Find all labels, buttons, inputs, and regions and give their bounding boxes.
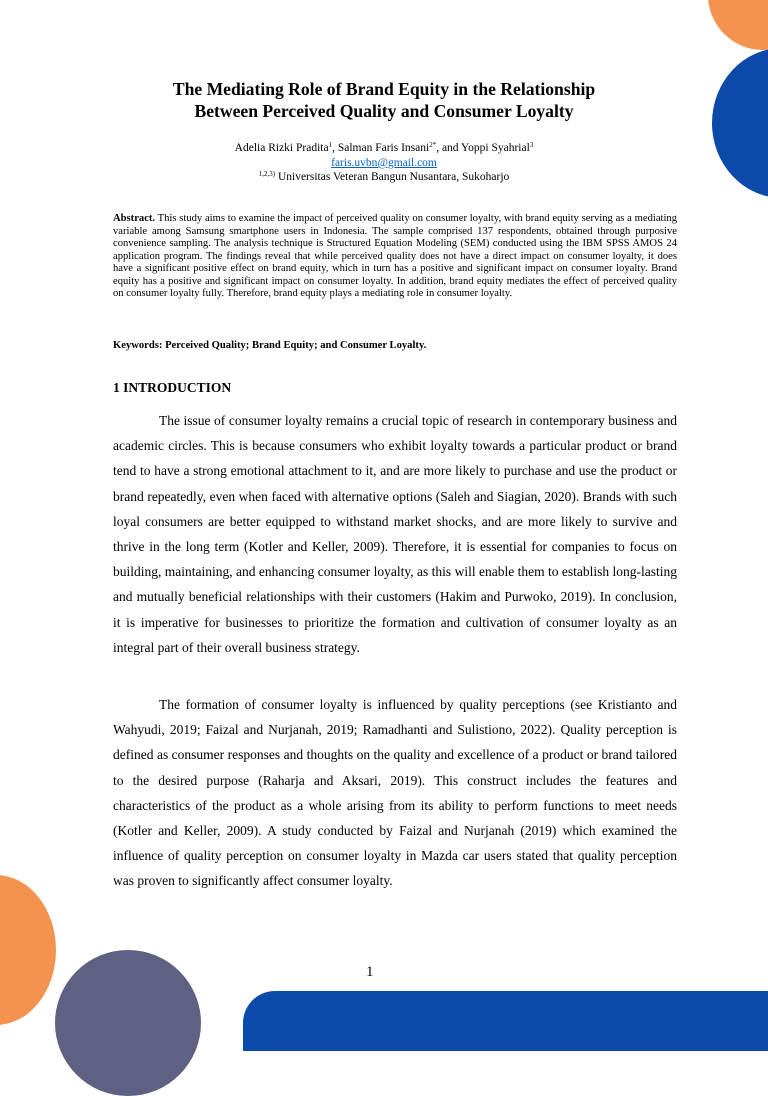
author-sup: 3: [529, 141, 534, 149]
author-email-link[interactable]: [80, 156, 688, 171]
author-sup: 1: [328, 141, 333, 149]
author-name: Salman Faris Insani: [337, 142, 430, 154]
paper-title: [80, 78, 688, 122]
decor-circle-purple-bottom: [55, 950, 201, 1096]
author-name: Adelia Rizki Pradita: [234, 142, 329, 154]
author-list: [80, 141, 688, 156]
abstract: [113, 213, 677, 301]
author-sup: 2*: [429, 141, 437, 149]
affiliation: [80, 170, 688, 185]
title-line-1: The Mediating Role of Brand Equity in the Relationship: [172, 79, 596, 99]
body-paragraph-2: The formation of consumer loyalty is influenced by quality perceptions (see Kristianto and Wahyudi, 2019; Faizal and Nurjanah, 2019; Ramadhanti and Sulistiono, 2022). Quality perception is defined as consumer responses and thoughts on the quality and excellence of a product or brand tailored to the desired purpose (Raharja and Aksari, 2019). This construct includes the features and characteristics of the product as a whole arising from its ability to perform functions to meet needs (Kotler and Keller, 2009). A study conducted by Faizal and Nurjanah (2019) which examined the influence of quality perception on consumer loyalty in Mazda car users stated that quality perception was proven to significantly affect consumer loyalty.: [113, 697, 677, 889]
author-sep: , and: [436, 142, 461, 154]
body-paragraph-1: The issue of consumer loyalty remains a crucial topic of research in contemporary business and academic circles. This is because consumers who exhibit loyalty towards a particular product or brand tend to have a strong emotional attachment to it, and are more likely to purchase and use the product or brand repeatedly, even when faced with alternative options (Saleh and Siagian, 2020). Brands with such loyal consumers are better equipped to withstand market shocks, and are more likely to survive and thrive in the long term (Kotler and Keller, 2009). Therefore, it is essential for companies to focus on building, maintaining, and enhancing consumer loyalty, as this will enable them to establish long-lasting and mutually beneficial relationships with their customers (Hakim and Purwoko, 2019). In conclusion, it is imperative for businesses to prioritize the formation and cultivation of consumer loyalty as an integral part of their overall business strategy.: [113, 413, 677, 655]
abstract-label: Abstract.: [113, 213, 156, 224]
section-heading: 1 INTRODUCTION: [113, 380, 232, 395]
decor-circle-orange-top: [708, 0, 768, 50]
keywords: Keywords: Perceived Quality; Brand Equity; and Consumer Loyalty.: [113, 340, 427, 351]
decor-bar-blue-bottom: [243, 991, 768, 1051]
page-number: 1: [366, 964, 374, 980]
author-sep: ,: [332, 142, 338, 154]
abstract-text: This study aims to examine the impact of perceived quality on consumer loyalty, with brand equity serving as a mediating variable among Samsung smartphone users in Indonesia. The sample comprised 137 respondents, obtained through purposive convenience sampling. The analysis technique is Structured Equation Modeling (SEM) conducted using the IBM SPSS AMOS 24 application program. The findings reveal that while perceived quality does not have a direct impact on consumer loyalty, it does have a significant positive effect on brand equity, which in turn has a positive and significant impact on consumer loyalty. Brand equity has a positive and significant impact on consumer loyalty. In addition, brand equity mediates the effect of perceived quality on consumer loyalty fully. Therefore, brand equity plays a mediating role in consumer loyalty.: [113, 213, 677, 299]
decor-circle-orange-bottom: [0, 875, 56, 1025]
title-line-2: Between Perceived Quality and Consumer Loyalty: [194, 101, 574, 121]
decor-circle-blue-top: [712, 48, 768, 198]
author-name: Yoppi Syahrial: [461, 142, 530, 154]
affiliation-text: Universitas Veteran Bangun Nusantara, Sukoharjo: [275, 171, 510, 183]
affiliation-sup: 1,2,3): [258, 170, 276, 178]
author-email[interactable]: faris.uvbn@gmail.com: [331, 157, 437, 169]
